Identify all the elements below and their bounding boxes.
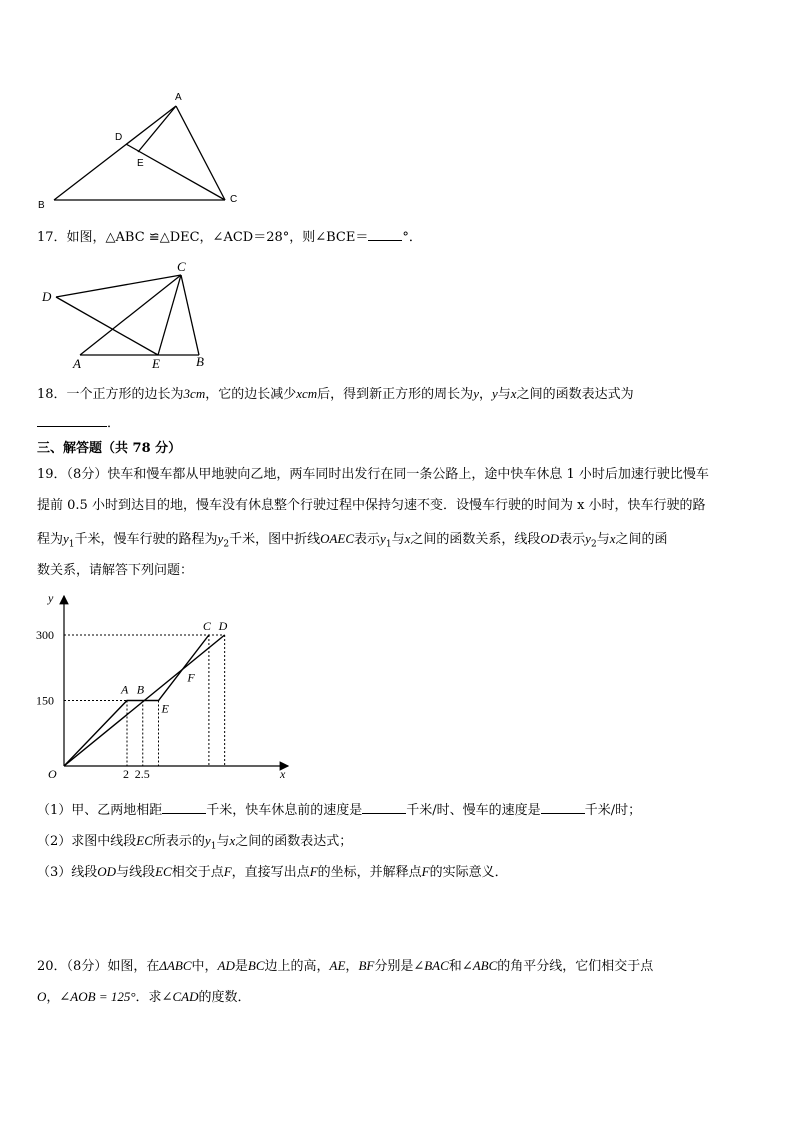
y-tick-300: 300 [36, 628, 54, 642]
q20-var: BC [247, 958, 265, 973]
figure-17 [36, 258, 216, 370]
q19-var: x [609, 531, 616, 546]
q19-part: 与 [391, 532, 405, 547]
q20-var: O [37, 989, 47, 1004]
q18-part: 之间的函数表达式为 [516, 387, 634, 402]
sub1-blank [162, 801, 206, 814]
point-label-f: F [187, 670, 195, 685]
q18-var: xcm [296, 386, 318, 401]
q20-part: ， [345, 959, 359, 974]
sub1-part: 千米/时； [584, 803, 642, 818]
q19-part: 表示 [354, 532, 381, 547]
sub3-var: F [309, 864, 318, 879]
q18-var: y [473, 386, 479, 401]
q18-part: 后，得到新正方形的周长为 [317, 387, 474, 402]
sub2-sub: 1 [210, 841, 217, 852]
q20-var: ∠ABC [461, 958, 498, 973]
fig16-label-b: B [38, 200, 45, 211]
sub2-var: EC [136, 833, 153, 848]
fig16-label-e: E [137, 158, 144, 169]
q19-var: x [404, 531, 411, 546]
q18-part: ，它的边长减少 [205, 387, 297, 402]
q20-part: ．求 [135, 990, 162, 1005]
q19-part: 程为 [37, 532, 64, 547]
fig17-label-d: D [42, 289, 52, 304]
y-tick-150: 150 [36, 693, 54, 708]
q19-line-2: 提前 0.5 小时到达目的地，慢车没有休息整个行驶过程中保持匀速不变．设慢车行驶的时间为 x 小时，快车行驶的路 [37, 498, 706, 513]
q19-graph [30, 588, 300, 783]
q18-var: 3cm [183, 386, 206, 401]
point-label-e: E [161, 701, 169, 716]
q20-part: 和 [448, 959, 462, 974]
sub3-part: ，直接写出点 [231, 865, 310, 880]
q20-part: 是 [234, 959, 248, 974]
fig17-label-b: B [196, 354, 204, 369]
q18-part: ， [478, 387, 492, 402]
q18-end: ． [107, 416, 121, 431]
q19-part: 千米，图中折线 [229, 532, 321, 547]
q17-tail: °． [402, 230, 422, 245]
q18-answer-line [37, 414, 120, 433]
q19-sub-3 [37, 863, 508, 882]
x-tick-2-5: 2.5 [134, 767, 150, 781]
question-17 [37, 228, 422, 247]
q18-answer-blank [37, 414, 107, 427]
q19-line-3 [37, 530, 668, 554]
q20-var: AD [217, 958, 235, 973]
q19-sub-2 [37, 832, 352, 856]
q20-var: ∠CAD [161, 989, 199, 1004]
q20-part: 的度数． [198, 990, 251, 1005]
sub3-var: F [223, 864, 232, 879]
x-axis-label: x [280, 767, 286, 781]
q19-var: y [380, 531, 386, 546]
sub3-part: 的实际意义． [429, 865, 508, 880]
question-20-line-1 [37, 957, 653, 976]
q20-var: ∠AOB = 125° [59, 989, 136, 1004]
q20-part: ， [46, 990, 60, 1005]
q20-part: 20．（8分）如图，在 [37, 959, 160, 974]
q18-part: 与 [497, 387, 511, 402]
q19-line-1: 19．（8分）快车和慢车都从甲地驶向乙地，两车同时出发行在同一条公路上，途中快车休息 1 小时后加速行驶比慢车 [37, 467, 709, 482]
fig16-label-a: A [175, 92, 182, 103]
q19-part: 千米，慢车行驶的路程为 [74, 532, 218, 547]
q19-part: 与 [596, 532, 610, 547]
q20-var: ∠BAC [413, 958, 449, 973]
q19-sub: 2 [590, 539, 597, 550]
q19-sub: 2 [223, 539, 230, 550]
point-label-c: C [202, 619, 211, 633]
sub2-part: 之间的函数表达式； [235, 834, 353, 849]
sub2-var: y [204, 833, 211, 848]
q19-line-4: 数关系，请解答下列问题： [37, 563, 194, 578]
q19-sub: 1 [68, 539, 75, 550]
sub2-part: 与 [216, 834, 230, 849]
q18-part: 18．一个正方形的边长为 [37, 387, 184, 402]
q19-var: OAEC [320, 531, 355, 546]
y-axis-label: y [48, 591, 54, 605]
origin-label: O [48, 767, 57, 781]
q20-part: 的角平分线，它们相交于点 [497, 959, 654, 974]
fig17-label-c: C [177, 259, 186, 274]
question-20-line-2 [37, 988, 250, 1007]
q19-var: y [585, 531, 591, 546]
sub1-blank [541, 801, 585, 814]
point-label-d: D [218, 619, 228, 633]
sub1-part: （1）甲、乙两地相距 [37, 803, 163, 818]
q19-part: 之间的函 [615, 532, 668, 547]
sub3-var: EC [155, 864, 172, 879]
q20-var: ΔABC [159, 958, 192, 973]
sub2-var: x [229, 833, 236, 848]
section-heading-3: 三、解答题（共 78 分） [37, 441, 182, 456]
point-label-b: B [136, 682, 145, 697]
q18-var: y [491, 386, 498, 401]
q19-var: y [217, 531, 224, 546]
q17-text: 17．如图，△ABC ≌△DEC，∠ACD＝28°，则∠BCE＝ [37, 230, 369, 245]
q20-var: AE [329, 958, 346, 973]
q18-var: x [510, 386, 517, 401]
q19-part: 表示 [559, 532, 586, 547]
fig16-label-d: D [115, 132, 123, 143]
sub1-part: 千米/时、慢车的速度是 [406, 803, 541, 818]
question-18 [37, 385, 634, 404]
point-label-a: A [121, 682, 129, 697]
q19-var: OD [540, 531, 560, 546]
figure-16 [30, 88, 260, 213]
sub3-var: OD [97, 864, 117, 879]
q19-part: 之间的函数关系，线段 [410, 532, 541, 547]
q19-sub-1 [37, 801, 641, 820]
sub3-part: （3）线段 [37, 865, 98, 880]
sub3-var: F [421, 864, 430, 879]
q19-var: y [63, 531, 69, 546]
q20-part: 中， [191, 959, 218, 974]
fig16-label-c: C [230, 194, 238, 205]
fig17-label-e: E [152, 356, 160, 370]
sub3-part: 相交于点 [171, 865, 224, 880]
sub1-part: 千米，快车休息前的速度是 [206, 803, 363, 818]
q20-part: 分别是 [374, 959, 414, 974]
fig17-label-a: A [73, 356, 81, 370]
sub3-part: 与线段 [116, 865, 156, 880]
sub3-part: 的坐标，并解释点 [317, 865, 422, 880]
q19-sub: 1 [385, 539, 392, 550]
x-tick-2: 2 [123, 767, 129, 781]
sub2-part: （2）求图中线段 [37, 834, 137, 849]
q20-var: BF [358, 958, 375, 973]
q20-part: 边上的高， [264, 959, 330, 974]
q17-answer-blank [368, 228, 402, 241]
sub2-part: 所表示的 [152, 834, 205, 849]
sub1-blank [362, 801, 406, 814]
